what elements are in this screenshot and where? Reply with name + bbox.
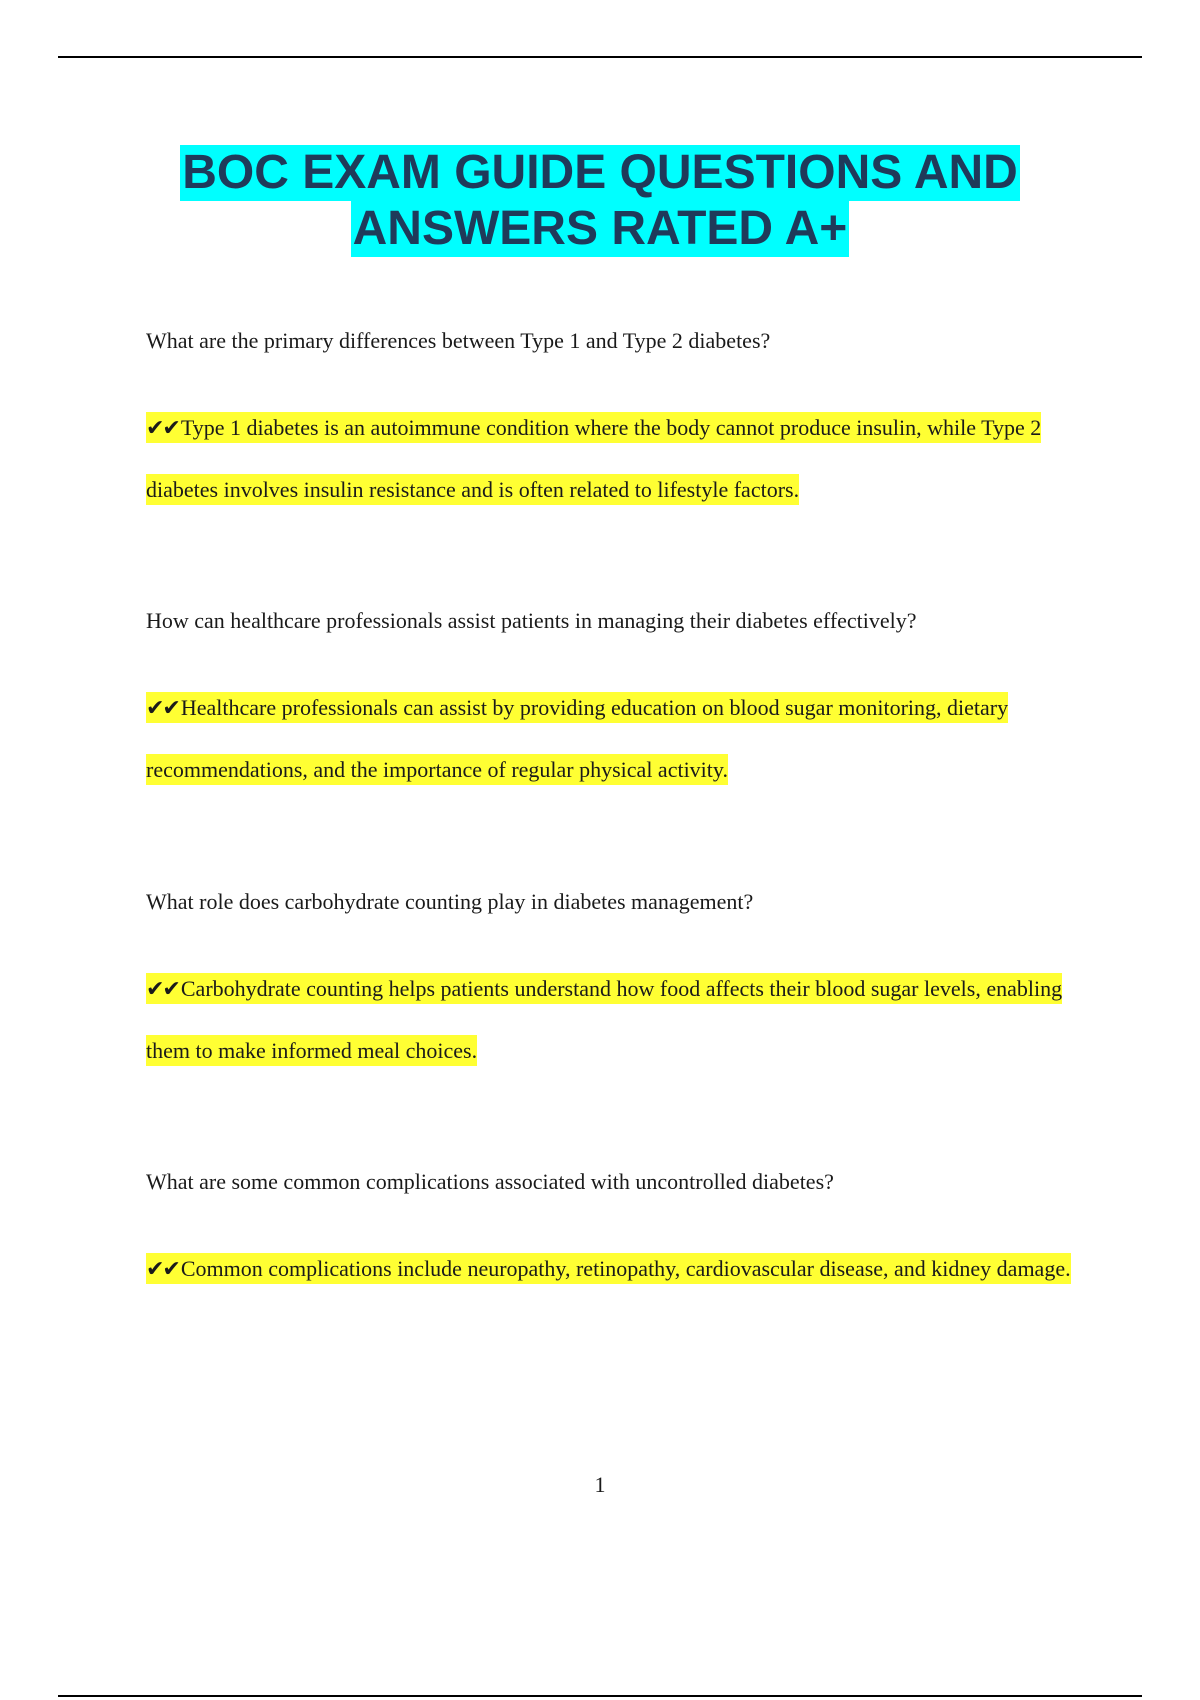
question-text: What are some common complications associated with uncontrolled diabetes? bbox=[146, 1169, 834, 1194]
qa-item-4 bbox=[146, 1168, 1086, 1300]
answer-text bbox=[146, 677, 1086, 800]
question-text: What role does carbohydrate counting play in diabetes management? bbox=[146, 889, 754, 914]
title-line-2: ANSWERS RATED A+ bbox=[352, 202, 848, 255]
answer-body: Common complications include neuropathy, retinopathy, cardiovascular disease, and kidney damage. bbox=[180, 1256, 1071, 1281]
qa-item-3 bbox=[146, 888, 1086, 1081]
answer-text bbox=[146, 1238, 1086, 1300]
answer-text bbox=[146, 958, 1086, 1081]
answer-body: Healthcare professionals can assist by providing education on blood sugar monitoring, dietary recommendations, and the importance of regular physical activity. bbox=[146, 695, 1009, 782]
qa-item-1 bbox=[146, 327, 1086, 520]
answer-text bbox=[146, 397, 1086, 520]
question-text: What are the primary differences between Type 1 and Type 2 diabetes? bbox=[146, 328, 771, 353]
answer-body: Carbohydrate counting helps patients understand how food affects their blood sugar levels, enabling them to make informed meal choices. bbox=[146, 976, 1063, 1063]
top-rule bbox=[58, 56, 1142, 58]
title-line-1: BOC EXAM GUIDE QUESTIONS AND bbox=[182, 146, 1018, 199]
question-text: How can healthcare professionals assist patients in managing their diabetes effectively? bbox=[146, 608, 917, 633]
double-check-icon: ✔✔ bbox=[146, 416, 179, 441]
double-check-icon: ✔✔ bbox=[146, 1257, 179, 1282]
double-check-icon: ✔✔ bbox=[146, 977, 179, 1002]
bottom-rule bbox=[58, 1695, 1142, 1697]
qa-item-2 bbox=[146, 607, 1086, 800]
double-check-icon: ✔✔ bbox=[146, 696, 179, 721]
document-title bbox=[0, 145, 1200, 257]
page-number: 1 bbox=[594, 1472, 606, 1497]
answer-body: Type 1 diabetes is an autoimmune condition where the body cannot produce insulin, while Type 2 diabetes involves insulin resistance and is often related to lifestyle factors. bbox=[146, 415, 1042, 502]
